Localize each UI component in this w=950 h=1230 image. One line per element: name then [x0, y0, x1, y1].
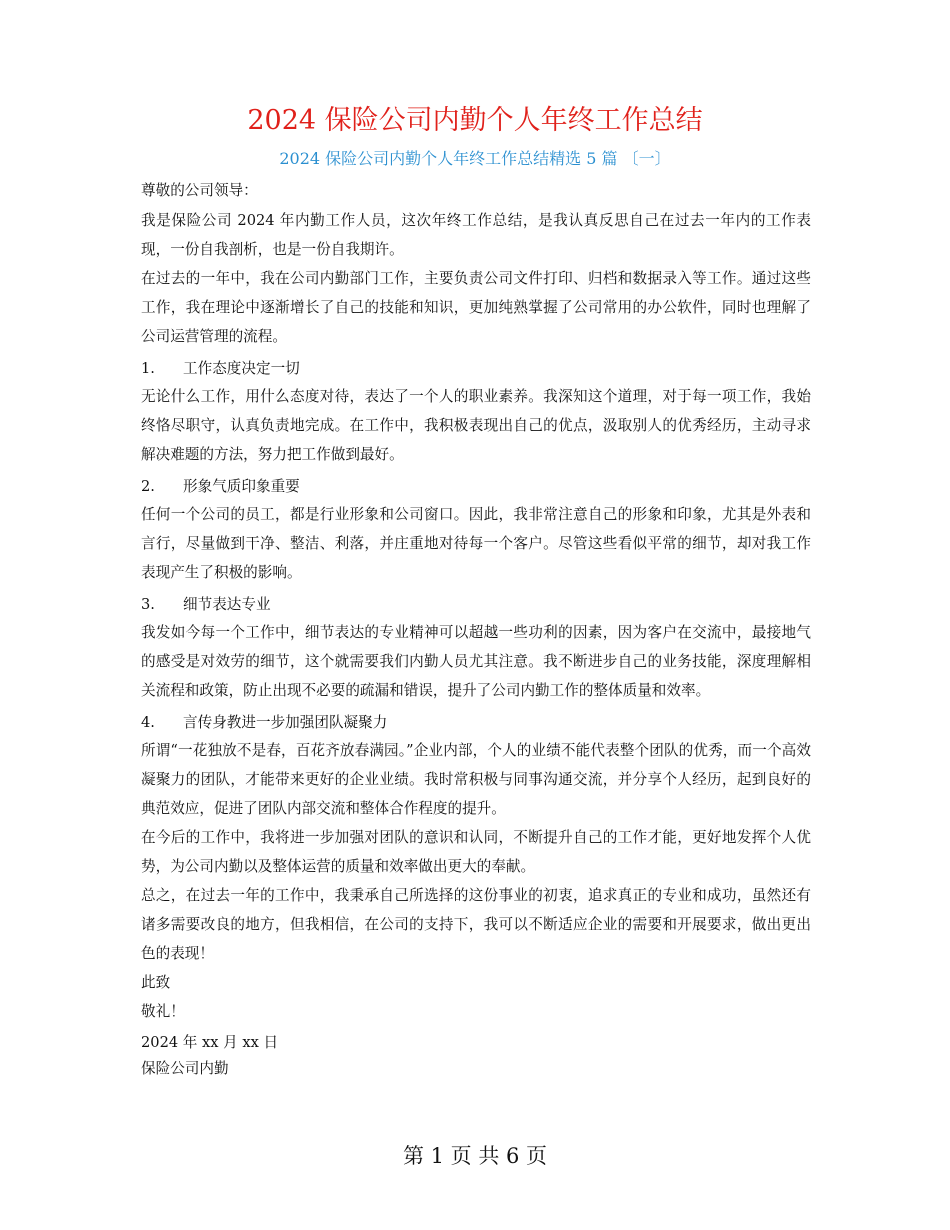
section-heading-text: 形象气质印象重要: [183, 478, 300, 495]
section-body: 任何一个公司的员工，都是行业形象和公司窗口。因此，我非常注意自己的形象和印象，尤其是外表和言行，尽量做到干净、整洁、利落，并庄重地对待每一个客户。尽管这些看似平常的细节，却对我工作表现产生了积极的影响。: [141, 506, 811, 581]
section-heading-text: 言传身教进一步加强团队凝聚力: [183, 714, 388, 731]
closing-regards: 敬礼！: [141, 1003, 185, 1020]
page-number: 第 1 页 共 6 页: [402, 1144, 548, 1168]
outlook-paragraph: 在今后的工作中，我将进一步加强对团队的意识和认同，不断提升自己的工作才能，更好地发挥个人优势，为公司内勤以及整体运营的质量和效率做出更大的奉献。: [141, 829, 811, 875]
section-heading: [141, 356, 811, 382]
document-title: 2024 保险公司内勤个人年终工作总结: [247, 105, 703, 136]
section-heading-text: 工作态度决定一切: [183, 360, 300, 377]
intro-paragraph: 我是保险公司 2024 年内勤工作人员，这次年终工作总结，是我认真反思自己在过去一年内的工作表现，一份自我剖析，也是一份自我期许。: [141, 212, 811, 258]
section-heading: [141, 474, 811, 500]
section-heading: [141, 592, 811, 618]
intro-paragraph: 在过去的一年中，我在公司内勤部门工作，主要负责公司文件打印、归档和数据录入等工作。通过这些工作，我在理论中逐渐增长了自己的技能和知识，更加纯熟掌握了公司常用的办公软件，同时也理解了公司运营管理的流程。: [141, 270, 811, 345]
section-number: 1.: [141, 360, 155, 377]
section-body: 无论什么工作，用什么态度对待，表达了一个人的职业素养。我深知这个道理，对于每一项工作，我始终恪尽职守，认真负责地完成。在工作中，我积极表现出自己的优点，汲取别人的优秀经历，主动寻求解决难题的方法，努力把工作做到最好。: [141, 388, 811, 463]
conclusion-paragraph: 总之，在过去一年的工作中，我秉承自己所选择的这份事业的初衷，追求真正的专业和成功，虽然还有诸多需要改良的地方，但我相信，在公司的支持下，我可以不断适应企业的需要和开展要求，做出更出色的表现！: [141, 887, 811, 962]
closing-salutation: 此致: [141, 974, 171, 991]
section-number: 3.: [141, 596, 155, 613]
section-body: 我发如今每一个工作中，细节表达的专业精神可以超越一些功利的因素，因为客户在交流中，最接地气的感受是对效劳的细节，这个就需要我们内勤人员尤其注意。我不断进步自己的业务技能，深度理解相关流程和政策，防止出现不必要的疏漏和错误，提升了公司内勤工作的整体质量和效率。: [141, 624, 811, 699]
greeting: 尊敬的公司领导：: [141, 182, 258, 199]
document-date: 2024 年 xx 月 xx 日: [141, 1034, 279, 1051]
section-heading-text: 细节表达专业: [183, 596, 271, 613]
section-number: 4.: [141, 714, 155, 731]
section-number: 2.: [141, 478, 155, 495]
document-body: [141, 176, 811, 1082]
document-signature: 保险公司内勤: [141, 1060, 229, 1077]
section-body: 所谓“一花独放不是春，百花齐放春满园。”企业内部，个人的业绩不能代表整个团队的优秀，而一个高效凝聚力的团队，才能带来更好的企业业绩。我时常积极与同事沟通交流，并分享个人经历，起到良好的典范效应，促进了团队内部交流和整体合作程度的提升。: [141, 742, 811, 817]
document-subtitle: 2024 保险公司内勤个人年终工作总结精选 5 篇 〔一〕: [279, 149, 671, 168]
section-heading: [141, 710, 811, 736]
